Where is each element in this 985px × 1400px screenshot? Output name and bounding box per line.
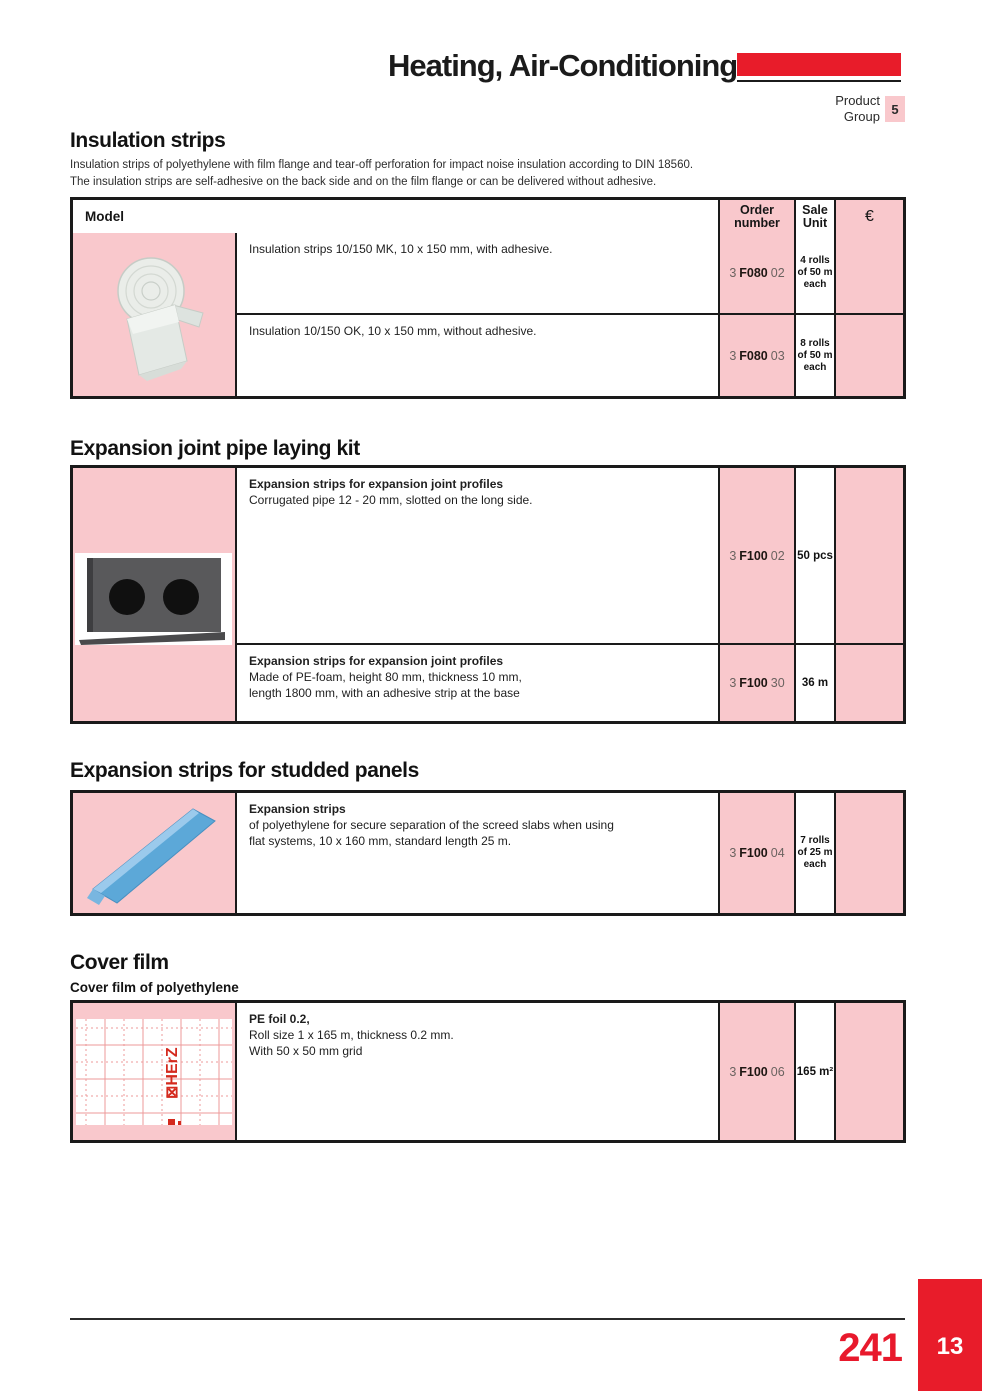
price-cell <box>834 793 903 913</box>
insulation-roll-image <box>73 233 235 396</box>
product-description: Expansion strips of polyethylene for secure separation of the screed slabs when using flat systems, 10 x 160 mm, standard length 25 m. <box>235 793 718 913</box>
cover-film-table <box>70 1000 906 1143</box>
sale-unit: 50 pcs <box>794 468 834 643</box>
sale-unit: 8 rolls of 50 m each <box>794 313 834 396</box>
blue-strip-drawing <box>73 793 235 913</box>
product-description: PE foil 0.2, Roll size 1 x 165 m, thickness 0.2 mm. With 50 x 50 mm grid <box>235 1003 718 1140</box>
product-description: Expansion strips for expansion joint profiles Made of PE-foam, height 80 mm, thickness 10 mm, length 1800 mm, with an adhesive strip at the base <box>235 643 718 721</box>
price-cell <box>834 313 903 396</box>
insulation-strips-table <box>70 197 906 399</box>
section-heading-insulation-strips: Insulation strips <box>70 129 226 152</box>
order-number: 3 F100 02 <box>718 468 794 643</box>
foam-block-image <box>73 468 235 721</box>
price-cell <box>834 233 903 313</box>
section-heading-cover-film: Cover film <box>70 951 169 974</box>
price-cell <box>834 643 903 721</box>
chapter-tab <box>918 1279 982 1391</box>
product-description: Insulation strips 10/150 MK, 10 x 150 mm, with adhesive. <box>235 233 718 313</box>
grid-film-drawing <box>76 1019 232 1125</box>
chapter-tab-number: 13 <box>936 1333 964 1360</box>
title-underline <box>737 80 901 82</box>
herz-logo: ⊠HErZ <box>164 1047 181 1099</box>
page-number: 241 <box>838 1326 902 1370</box>
foam-block-drawing <box>75 553 232 645</box>
product-group-label: Product Group <box>835 93 880 124</box>
section-heading-expansion-joint: Expansion joint pipe laying kit <box>70 437 360 460</box>
order-number: 3 F080 02 <box>718 233 794 313</box>
insulation-roll-drawing <box>73 233 235 396</box>
title-red-bar <box>737 53 901 76</box>
product-description: Insulation 10/150 OK, 10 x 150 mm, without adhesive. <box>235 313 718 396</box>
order-number: 3 F080 03 <box>718 313 794 396</box>
cover-film-image <box>73 1003 235 1140</box>
price-cell <box>834 1003 903 1140</box>
column-header-sale-unit: Sale Unit <box>794 200 834 233</box>
sale-unit: 7 rolls of 25 m each <box>794 793 834 913</box>
product-description: Expansion strips for expansion joint profiles Corrugated pipe 12 - 20 mm, slotted on the long side. <box>235 468 718 643</box>
column-header-model: Model <box>85 209 124 224</box>
order-number: 3 F100 04 <box>718 793 794 913</box>
expansion-joint-table <box>70 465 906 724</box>
blue-strip-image <box>73 793 235 913</box>
sale-unit: 165 m² <box>794 1003 834 1140</box>
order-number: 3 F100 06 <box>718 1003 794 1140</box>
product-group-number-badge: 5 <box>885 96 905 122</box>
column-header-order-number: Order number <box>718 200 794 233</box>
footer-rule <box>70 1318 905 1320</box>
section-subheading-cover-film: Cover film of polyethylene <box>70 980 239 995</box>
section-intro-line1: Insulation strips of polyethylene with film flange and tear-off perforation for impact noise insulation according to DIN 18560. <box>70 159 694 171</box>
studded-panels-table <box>70 790 906 916</box>
sale-unit: 4 rolls of 50 m each <box>794 233 834 313</box>
section-intro-line2: The insulation strips are self-adhesive on the back side and on the film flange or can be delivered without adhesive. <box>70 176 657 188</box>
section-heading-studded-panels: Expansion strips for studded panels <box>70 759 419 782</box>
column-header-euro: € <box>834 200 903 233</box>
price-cell <box>834 468 903 643</box>
order-number: 3 F100 30 <box>718 643 794 721</box>
page-title: Heating, Air-Conditioning <box>388 48 738 83</box>
sale-unit: 36 m <box>794 643 834 721</box>
